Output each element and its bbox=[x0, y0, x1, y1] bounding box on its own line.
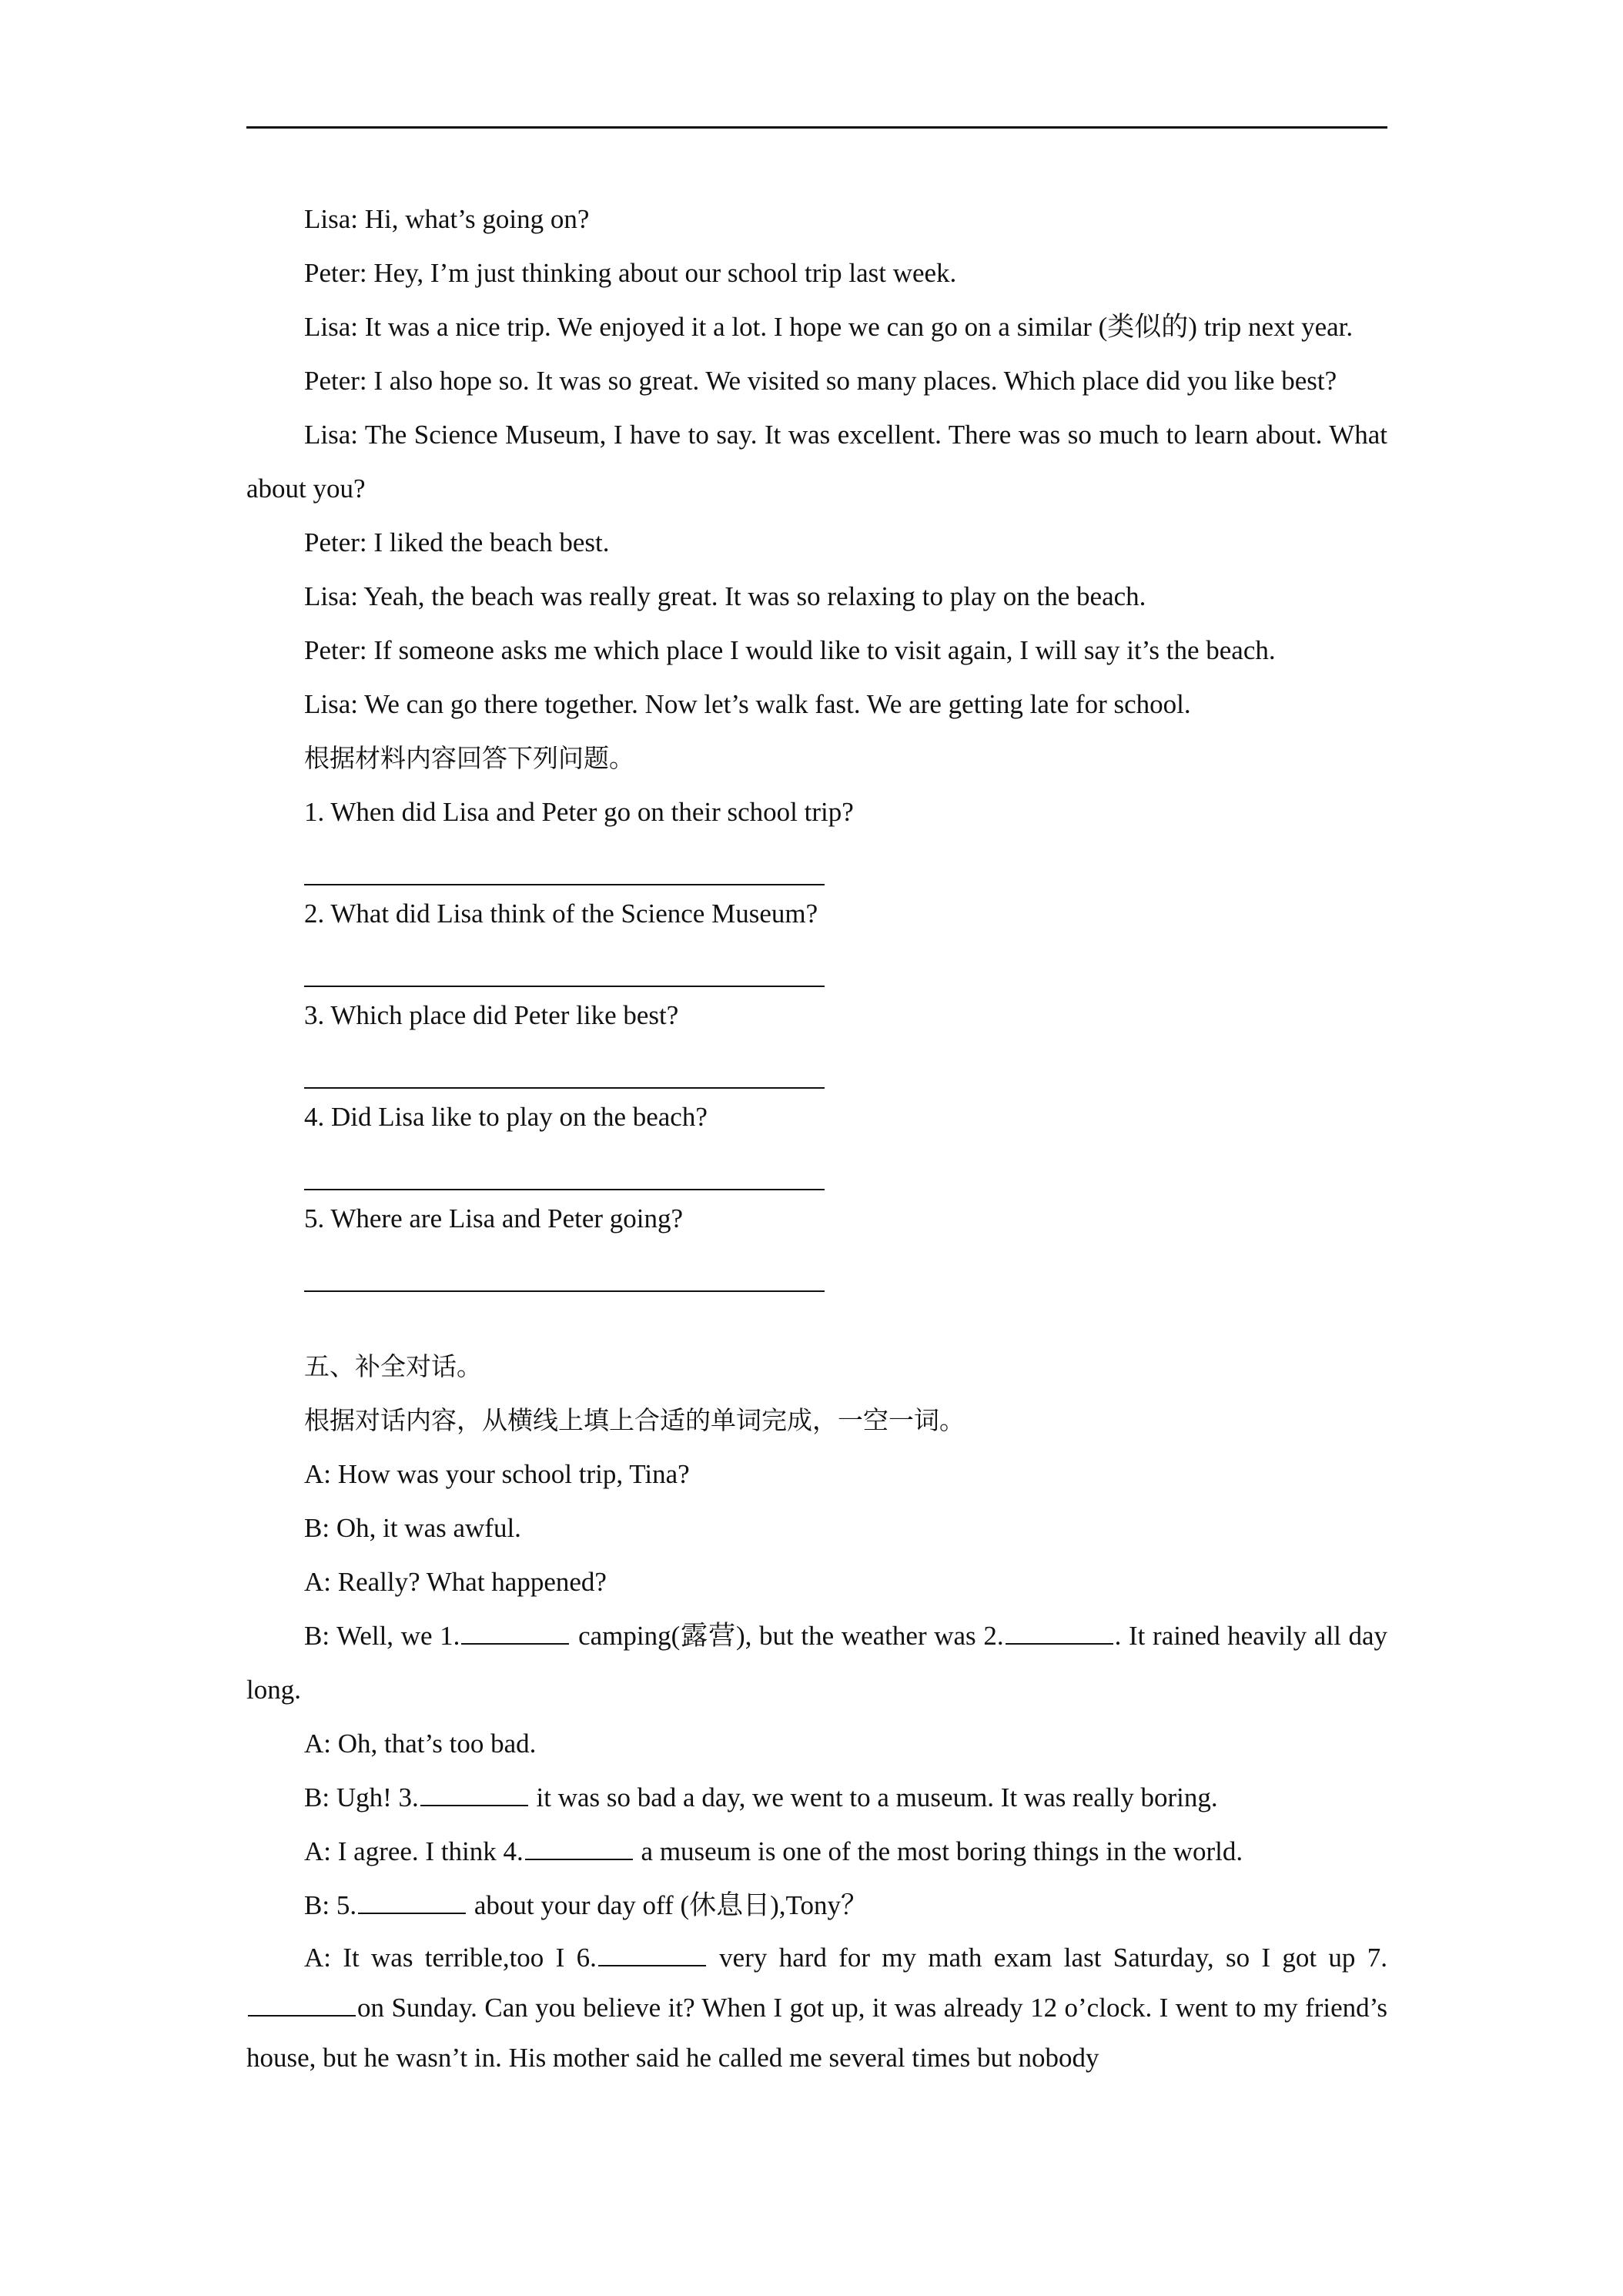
section-instruction: 根据对话内容，从横线上填上合适的单词完成，一空一词。 bbox=[304, 1405, 965, 1435]
blank-3[interactable] bbox=[420, 1782, 528, 1806]
blank-6[interactable] bbox=[598, 1942, 706, 1966]
dialog-line: Lisa: The Science Museum, I have to say. It was excellent. There was so much to learn about. What about you? bbox=[246, 420, 1387, 504]
answer-line-2[interactable] bbox=[304, 941, 825, 987]
blank-7[interactable] bbox=[248, 1992, 356, 2017]
header-rule bbox=[246, 126, 1387, 129]
question-2: 2. What did Lisa think of the Science Museum? bbox=[304, 899, 818, 929]
dialog-line: Peter: I also hope so. It was so great. We visited so many places. Which place did you like best? bbox=[304, 366, 1337, 396]
blank-5[interactable] bbox=[358, 1889, 466, 1914]
blank-1[interactable] bbox=[461, 1620, 569, 1645]
line-text: very hard for my math exam last Saturday, so I got up 7. bbox=[707, 1943, 1387, 1973]
dialog-line bbox=[246, 1879, 1387, 1933]
dialog-line: A: Oh, that’s too bad. bbox=[304, 1729, 537, 1759]
question-4: 4. Did Lisa like to play on the beach? bbox=[304, 1102, 708, 1132]
dialog-line: B: Oh, it was awful. bbox=[304, 1513, 521, 1543]
line-text: . It rained heavily all day long. bbox=[246, 1621, 1387, 1705]
line-text: B: Well, we 1. bbox=[304, 1621, 460, 1651]
dialog-line: Lisa: Yeah, the beach was really great. It was so relaxing to play on the beach. bbox=[304, 581, 1146, 611]
dialog-line: A: Really? What happened? bbox=[304, 1567, 607, 1597]
question-5: 5. Where are Lisa and Peter going? bbox=[304, 1203, 684, 1233]
dialog-line bbox=[246, 1933, 1387, 2083]
answer-line-1[interactable] bbox=[304, 839, 825, 885]
line-text: camping(露营), but the weather was 2. bbox=[571, 1621, 1004, 1651]
dialog-line bbox=[246, 1825, 1387, 1879]
line-text: about your day off (休息日),Tony？ bbox=[467, 1890, 868, 1920]
line-text: it was so bad a day, we went to a museum. It was really boring. bbox=[529, 1782, 1218, 1812]
page-content bbox=[246, 192, 1387, 2083]
line-text: a museum is one of the most boring things in the world. bbox=[634, 1836, 1243, 1866]
question-3: 3. Which place did Peter like best? bbox=[304, 1000, 679, 1030]
dialog-line bbox=[246, 1609, 1387, 1717]
line-text: B: Ugh! 3. bbox=[304, 1782, 419, 1812]
line-text: B: 5. bbox=[304, 1890, 357, 1920]
dialog-line: Peter: Hey, I’m just thinking about our school trip last week. bbox=[304, 258, 957, 288]
answer-line-3[interactable] bbox=[304, 1043, 825, 1089]
line-text: on Sunday. Can you believe it? When I got up, it was already 12 o’clock. I went to my friend’s house, but he wasn’t in. His mother said he called me several times but nobody bbox=[246, 1993, 1387, 2073]
line-text: A: It was terrible,too I 6. bbox=[304, 1943, 597, 1973]
blank-2[interactable] bbox=[1006, 1620, 1113, 1645]
dialog-line: Lisa: We can go there together. Now let’s walk fast. We are getting late for school. bbox=[304, 689, 1191, 719]
section-gap bbox=[246, 1294, 1387, 1340]
blank-4[interactable] bbox=[525, 1836, 633, 1860]
section-title: 五、补全对话。 bbox=[304, 1351, 482, 1381]
answer-line-5[interactable] bbox=[304, 1246, 825, 1292]
question-1: 1. When did Lisa and Peter go on their school trip? bbox=[304, 797, 854, 827]
dialog-line: A: How was your school trip, Tina? bbox=[304, 1459, 690, 1489]
dialog-line: Peter: I liked the beach best. bbox=[304, 527, 610, 557]
dialog-line: Lisa: It was a nice trip. We enjoyed it a lot. I hope we can go on a similar (类似的) trip next year. bbox=[304, 312, 1354, 342]
dialog-line: Peter: If someone asks me which place I would like to visit again, I will say it’s the beach. bbox=[304, 635, 1276, 665]
question-instruction: 根据材料内容回答下列问题。 bbox=[304, 743, 634, 773]
line-text: A: I agree. I think 4. bbox=[304, 1836, 524, 1866]
dialog-line bbox=[246, 1771, 1387, 1825]
dialog-line: Lisa: Hi, what’s going on? bbox=[304, 204, 590, 234]
answer-line-4[interactable] bbox=[304, 1144, 825, 1190]
